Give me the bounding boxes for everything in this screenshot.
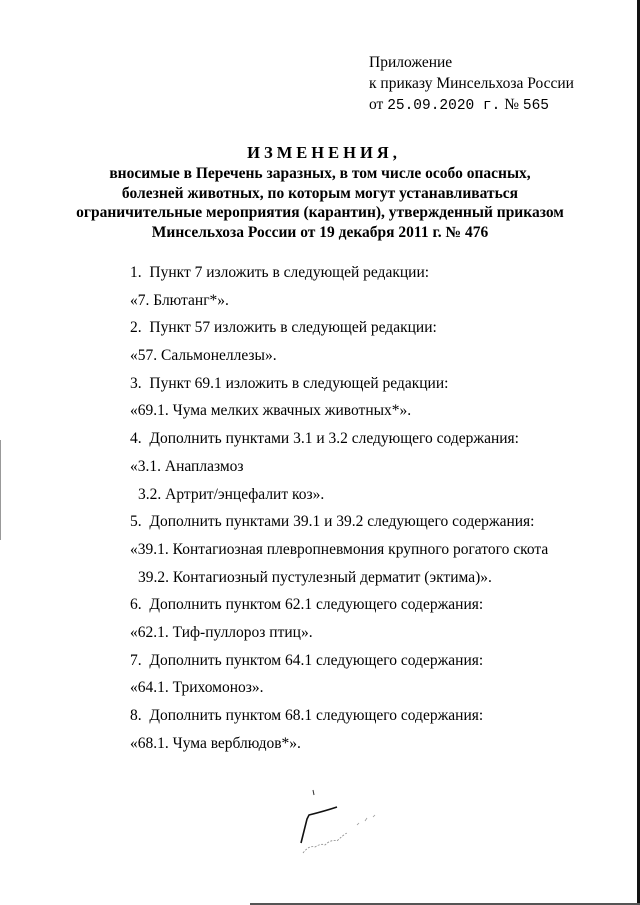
amendment-item: 4. Дополнить пунктами 3.1 и 3.2 следующего содержания: (130, 430, 519, 448)
amendment-item: 6. Дополнить пунктом 62.1 следующего содержания: (130, 596, 484, 614)
title-main: ИЗМЕНЕНИЯ, (247, 143, 401, 162)
amendment-item: 1. Пункт 7 изложить в следующей редакции: (130, 264, 430, 281)
document-title (0, 142, 640, 242)
appendix-date-number (369, 94, 574, 117)
appendix-header (369, 52, 574, 117)
amendment-item: 7. Дополнить пунктом 64.1 следующего содержания: (130, 651, 484, 669)
amendment-text: «57. Сальмонеллезы». (130, 347, 277, 365)
scan-edge-mark (0, 440, 1, 540)
amendment-text: «64.1. Трихомоноз». (130, 679, 264, 697)
number-sign: № (500, 96, 523, 113)
amendment-text: «3.1. Анаплазмоз (130, 457, 244, 475)
amendment-item: 3. Пункт 69.1 изложить в следующей редакции: (130, 374, 449, 392)
appendix-order-ref: к приказу Минсельхоза России (369, 75, 574, 92)
amendment-text: «68.1. Чума верблюдов*». (130, 734, 301, 752)
amendment-text: 39.2. Контагиозный пустулезный дерматит (эктима)». (138, 568, 492, 586)
date-prefix: от (369, 96, 388, 113)
amendment-item: 2. Пункт 57 изложить в следующей редакции: (130, 319, 437, 337)
order-number: 565 (522, 98, 549, 114)
title-subline: вносимые в Перечень заразных, в том числе особо опасных, (109, 165, 531, 182)
signature-mark (295, 785, 395, 865)
amendment-text: «69.1. Чума мелких жвачных животных*». (130, 402, 412, 420)
amendment-text: «39.1. Контагиозная плевропневмония крупного рогатого скота (130, 540, 549, 558)
title-subline: болезней животных, по которым могут устанавливаться (121, 184, 519, 202)
amendment-text: «62.1. Тиф-пуллороз птиц». (130, 623, 313, 641)
amendment-item: 8. Дополнить пунктом 68.1 следующего содержания: (130, 707, 484, 724)
amendments-list (130, 263, 548, 761)
amendment-text: 3.2. Артрит/энцефалит коз». (138, 485, 325, 503)
amendment-item: 5. Дополнить пунктами 39.1 и 39.2 следующего содержания: (130, 513, 535, 531)
appendix-label: Приложение (369, 54, 453, 71)
order-date: 25.09.2020 г. (387, 98, 501, 114)
title-subline: ограничительные мероприятия (карантин), утвержденный приказом (76, 204, 564, 221)
title-subline: Минсельхоза России от 19 декабря 2011 г. № 476 (151, 223, 489, 241)
amendment-text: «7. Блютанг*». (130, 291, 229, 309)
